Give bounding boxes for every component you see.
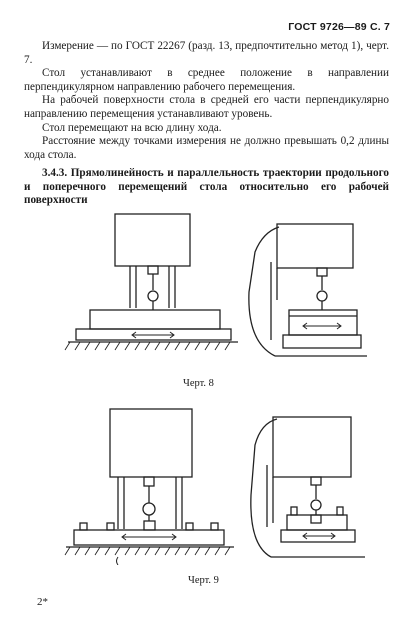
paragraph-3: На рабочей поверхности стола в средней его части перпендикулярно направлению перемещения устанавливают уровень.: [24, 94, 389, 120]
figure-8-caption: Черт. 8: [183, 378, 214, 389]
figure-9-caption: Черт. 9: [188, 575, 219, 586]
body-text: [24, 40, 389, 162]
figure-9-left-drawing: [60, 405, 240, 565]
paragraph-2: Стол устанавливают в среднее положение в направлении перпендикулярном направлению рабочего перемещения.: [24, 67, 389, 93]
page-header: ГОСТ 9726—89 С. 7: [288, 21, 390, 33]
page-number: 2*: [37, 596, 48, 608]
figure-8-left-drawing: [60, 210, 240, 355]
figure-8-right-drawing: [245, 222, 370, 362]
section-heading: 3.4.3. Прямолинейность и параллельность траектории продольного и поперечного перемещений стола относительно его рабочей поверхности: [24, 167, 389, 207]
figure-9-right-drawing: [245, 415, 370, 565]
paragraph-5: Расстояние между точками измерения не должно превышать 0,2 длины хода стола.: [24, 135, 389, 161]
paragraph-4: Стол перемещают на всю длину хода.: [42, 121, 222, 134]
paragraph-1: Измерение — по ГОСТ 22267 (разд. 13, предпочтительно метод 1), черт. 7.: [24, 40, 389, 66]
